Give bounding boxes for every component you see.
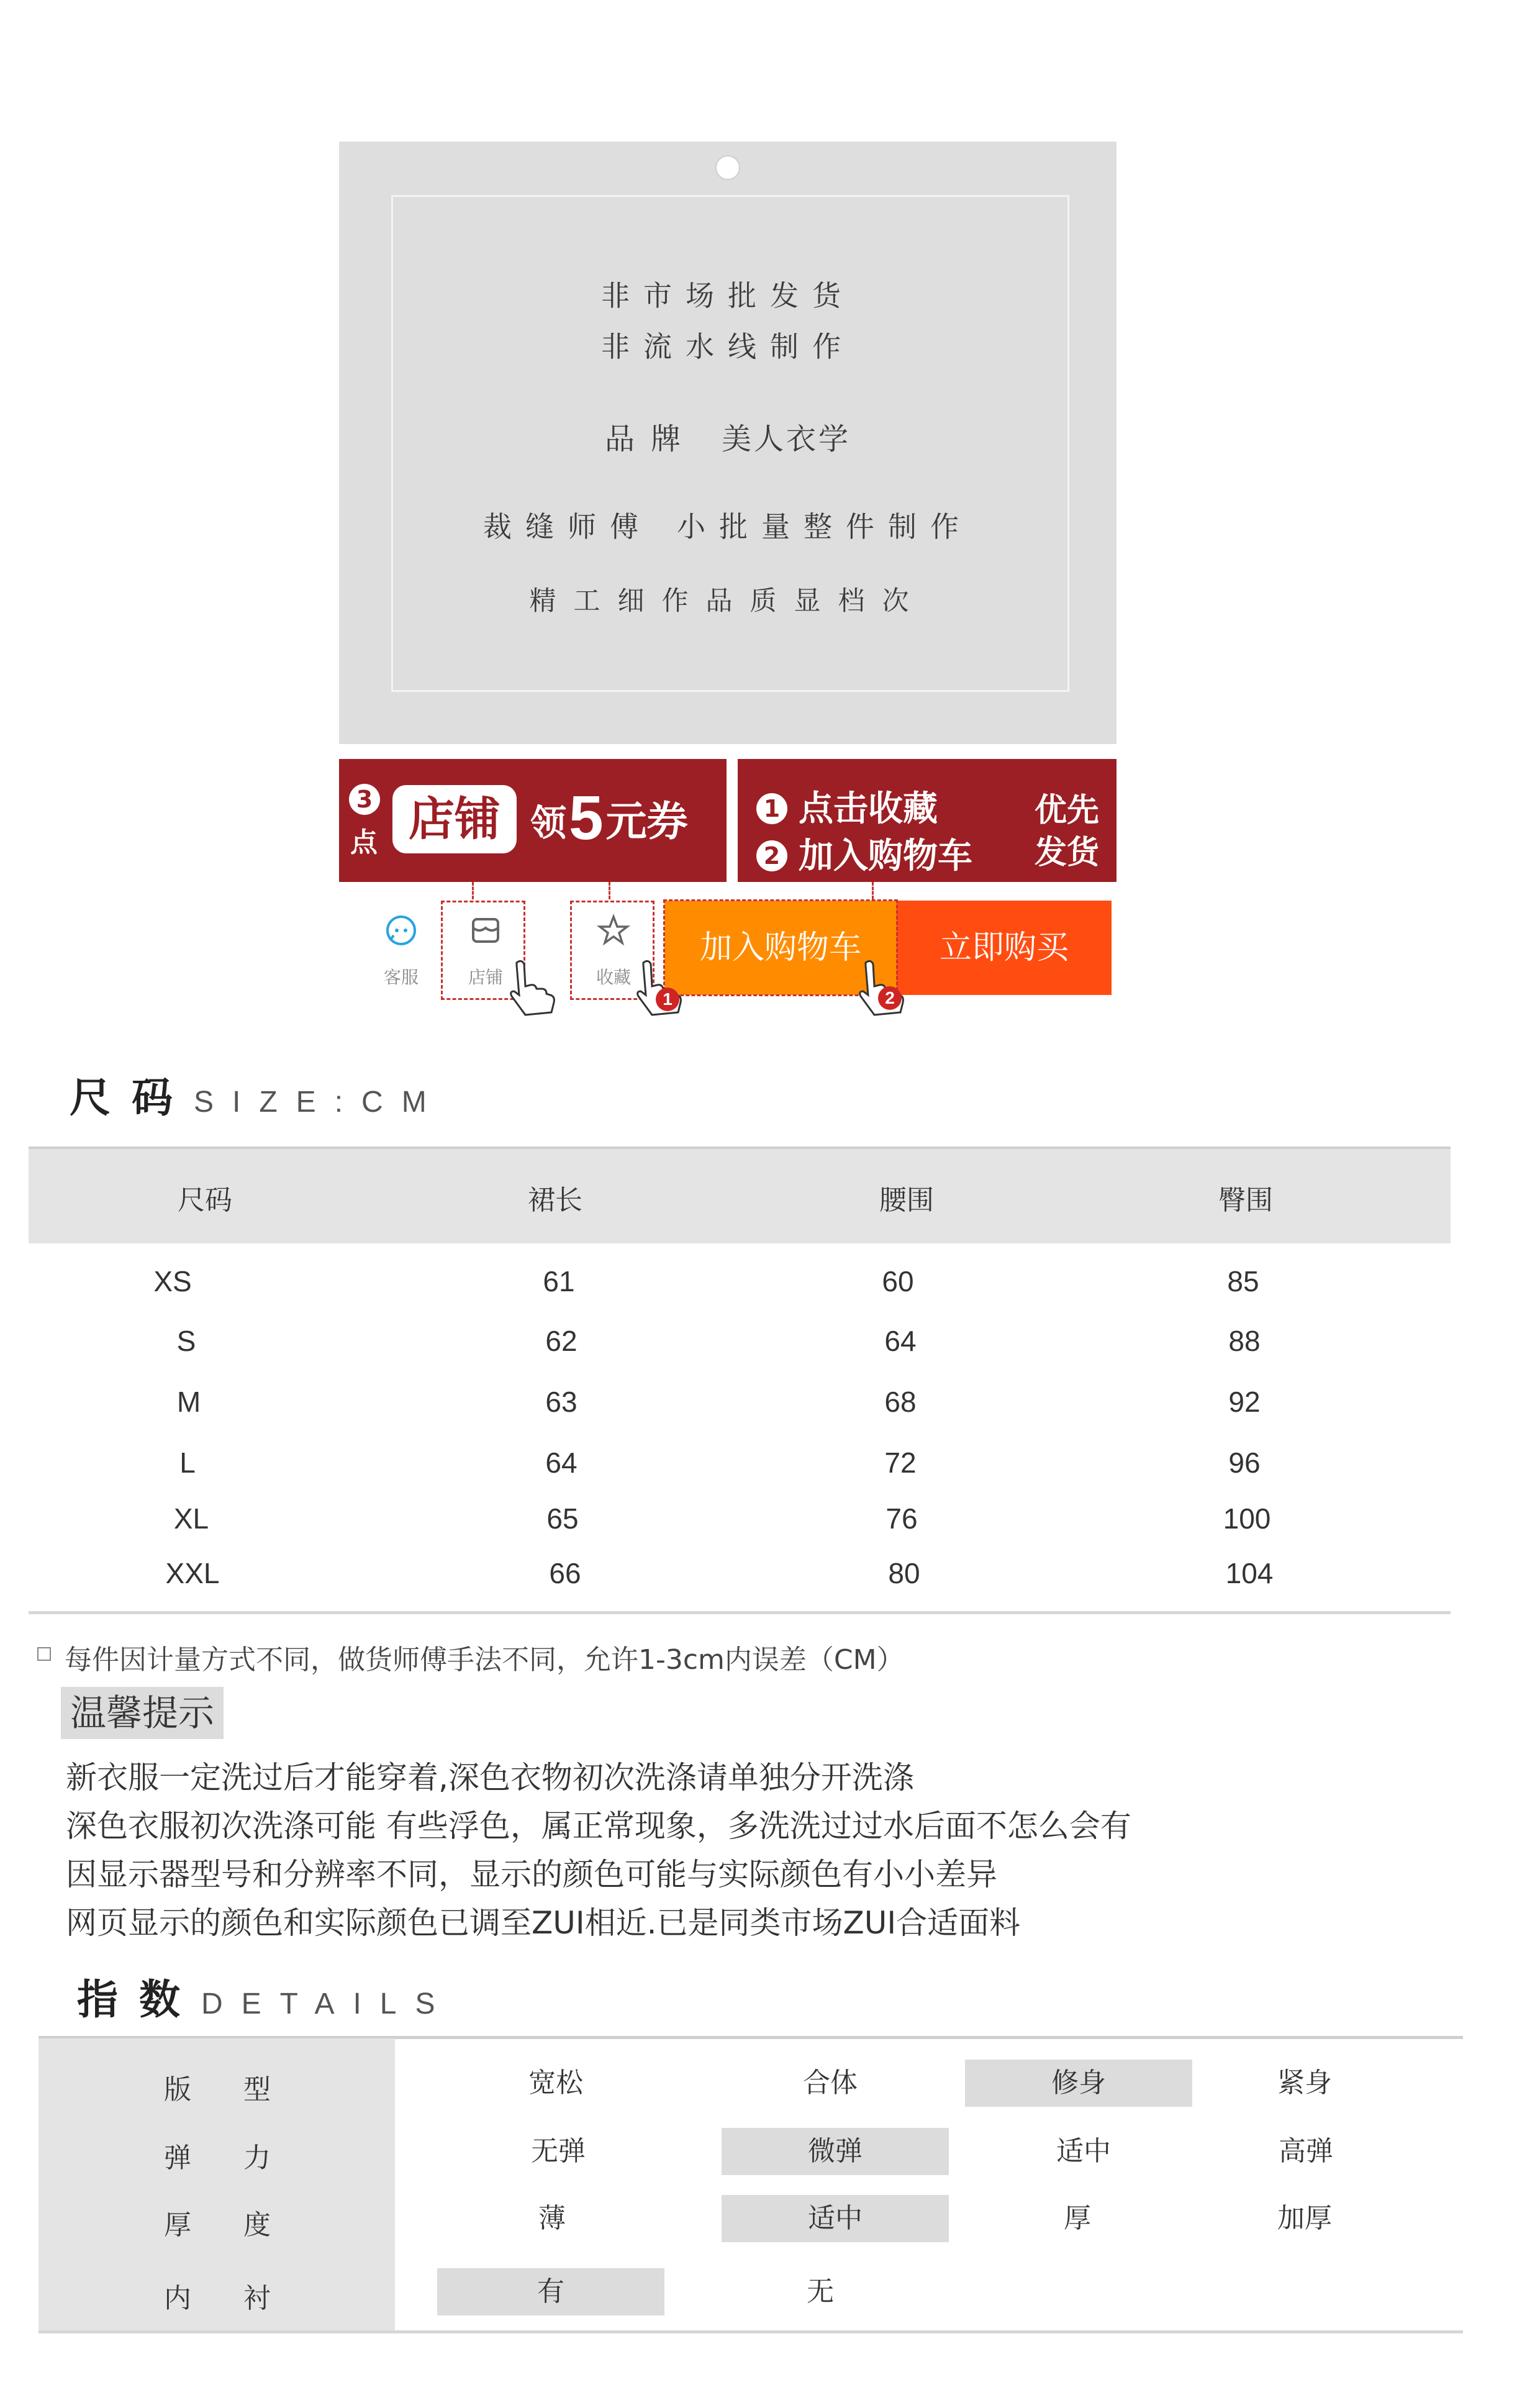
- tag-line-5: 精工细作品质显档次: [529, 586, 926, 617]
- size-cell: 80: [888, 1557, 920, 1589]
- tip-line: 新衣服一定洗过后才能穿着,深色衣物初次洗涤请单独分开洗涤: [66, 1760, 914, 1796]
- promo-shop-pill: 店铺: [392, 785, 517, 853]
- size-cell: 66: [549, 1557, 581, 1589]
- details-title-en: DETAILS: [201, 1988, 454, 2020]
- size-cell: 100: [1223, 1502, 1271, 1535]
- tip-line: 因显示器型号和分辨率不同，显示的颜色可能与实际颜色有小小差异: [66, 1856, 997, 1892]
- size-header-cell: 臀围: [1218, 1184, 1273, 1216]
- connector-line: [472, 882, 474, 899]
- size-title-cn: 尺码: [70, 1074, 194, 1122]
- tag-hole: [715, 155, 740, 180]
- tag-brand-value: 美人衣学: [722, 422, 851, 457]
- size-cell: 64: [884, 1325, 917, 1357]
- promo-ship-text: 发货: [1035, 834, 1100, 871]
- details-option: 加厚: [1277, 2202, 1332, 2234]
- favorite-label: 收藏: [596, 967, 631, 988]
- tag-line-2: 非流水线制作: [601, 330, 854, 363]
- size-cell: 62: [545, 1325, 578, 1357]
- promo-step-favorite: [756, 781, 938, 831]
- size-cell: 61: [543, 1265, 575, 1297]
- coupon-amount: 5: [569, 783, 604, 853]
- chat-bubble-icon: [384, 913, 419, 948]
- add-to-cart-button[interactable]: 加入购物车: [664, 901, 897, 995]
- size-cell: S: [176, 1325, 196, 1357]
- size-cell: 68: [884, 1386, 917, 1418]
- details-row-label: 版型: [164, 2074, 323, 2106]
- tag-line-4b: 小批量整件制作: [677, 510, 972, 543]
- connector-line: [609, 882, 610, 899]
- details-option: 薄: [538, 2202, 566, 2234]
- connector-line: [872, 882, 874, 899]
- details-table-bottom-rule: [38, 2330, 1463, 2333]
- size-header-cell: 尺码: [178, 1184, 232, 1216]
- measurement-note: 每件因计量方式不同，做货师傅手法不同，允许1-3cm内误差（CM）: [65, 1644, 904, 1676]
- promo-step-cart: [756, 829, 972, 878]
- details-option: 合体: [803, 2067, 858, 2099]
- shop-label: 店铺: [468, 967, 503, 988]
- size-cell: 92: [1228, 1386, 1261, 1418]
- promo-step-cart-text: 加入购物车: [799, 836, 972, 876]
- size-cell: 76: [886, 1502, 918, 1535]
- service-label: 客服: [383, 967, 419, 988]
- tag-line-1: 非市场批发货: [601, 279, 854, 312]
- size-cell: XS: [153, 1265, 192, 1297]
- details-row-label: 弹力: [164, 2142, 323, 2174]
- size-cell: 96: [1228, 1447, 1261, 1479]
- coupon-prefix: 领: [530, 802, 567, 844]
- promo-coupon-text: [530, 783, 688, 854]
- tag-brand-label: 品牌: [604, 422, 697, 457]
- details-option-selected: 修身: [965, 2060, 1192, 2107]
- tag-line-4: [339, 504, 1116, 545]
- details-row-label: 内衬: [164, 2283, 323, 2314]
- note-bullet-box: [37, 1647, 51, 1661]
- buy-now-button[interactable]: 立即购买: [897, 901, 1112, 995]
- details-title-cn: 指数: [77, 1976, 201, 2024]
- pointing-hand-icon: [852, 956, 908, 1019]
- coupon-suffix: 元券: [605, 797, 688, 845]
- size-cell: XXL: [165, 1557, 220, 1589]
- hand-step-badge: 2: [878, 986, 902, 1010]
- promo-step-favorite-text: 点击收藏: [799, 789, 938, 829]
- size-table-bottom-rule: [29, 1611, 1451, 1614]
- service-button[interactable]: [358, 899, 445, 1005]
- size-cell: 104: [1225, 1557, 1274, 1589]
- size-title-en: SIZE:CM: [194, 1086, 445, 1119]
- size-header-cell: 腰围: [879, 1184, 934, 1216]
- size-cell: 64: [545, 1447, 578, 1479]
- size-section-heading: [70, 1065, 445, 1124]
- tip-line: 深色衣服初次洗涤可能 有些浮色，属正常现象，多洗洗过过水后面不怎么会有: [66, 1808, 1131, 1844]
- pointing-hand-icon: [503, 956, 559, 1019]
- details-option: 紧身: [1277, 2067, 1332, 2099]
- size-cell: 88: [1228, 1325, 1261, 1357]
- details-option: 无弹: [531, 2135, 586, 2167]
- tip-line: 网页显示的颜色和实际颜色已调至ZUI相近.已是同类市场ZUI合适面料: [66, 1905, 1021, 1941]
- size-cell: 65: [546, 1502, 579, 1535]
- tips-label: 温馨提示: [61, 1687, 224, 1739]
- step-number-badge: 3: [349, 784, 380, 815]
- promo-favorite-cart-banner[interactable]: [738, 759, 1116, 882]
- details-option: 无: [807, 2276, 834, 2307]
- details-section-heading: [77, 1966, 454, 2025]
- size-cell: 85: [1227, 1265, 1259, 1297]
- details-option-selected: 有: [437, 2268, 664, 2315]
- step-number-badge: 2: [756, 840, 787, 871]
- details-option: 厚: [1064, 2202, 1091, 2234]
- size-cell: 60: [882, 1265, 914, 1297]
- details-option: 适中: [1056, 2135, 1111, 2167]
- pointing-hand-icon: [630, 956, 686, 1019]
- promo-shop-coupon-banner[interactable]: [339, 759, 727, 882]
- size-cell: M: [176, 1386, 201, 1418]
- details-option: 高弹: [1279, 2135, 1333, 2167]
- size-cell: 72: [884, 1447, 917, 1479]
- brand-tag-card: [339, 142, 1116, 744]
- details-option-selected: 适中: [722, 2195, 949, 2242]
- hand-step-badge: 1: [656, 988, 679, 1011]
- tag-brand-line: [339, 415, 1116, 458]
- promo-dian-text: 点: [350, 827, 378, 858]
- tag-line-4a: 裁缝师傅: [483, 510, 652, 543]
- size-cell: L: [179, 1447, 196, 1479]
- promo-priority-text: 优先: [1035, 792, 1100, 829]
- details-option-selected: 微弹: [722, 2128, 949, 2175]
- details-row-label: 厚度: [164, 2209, 323, 2241]
- step-number-badge: 1: [756, 793, 787, 824]
- details-option: 宽松: [528, 2067, 583, 2099]
- size-cell: XL: [173, 1502, 209, 1535]
- size-cell: 63: [545, 1386, 578, 1418]
- size-header-cell: 裙长: [528, 1184, 582, 1216]
